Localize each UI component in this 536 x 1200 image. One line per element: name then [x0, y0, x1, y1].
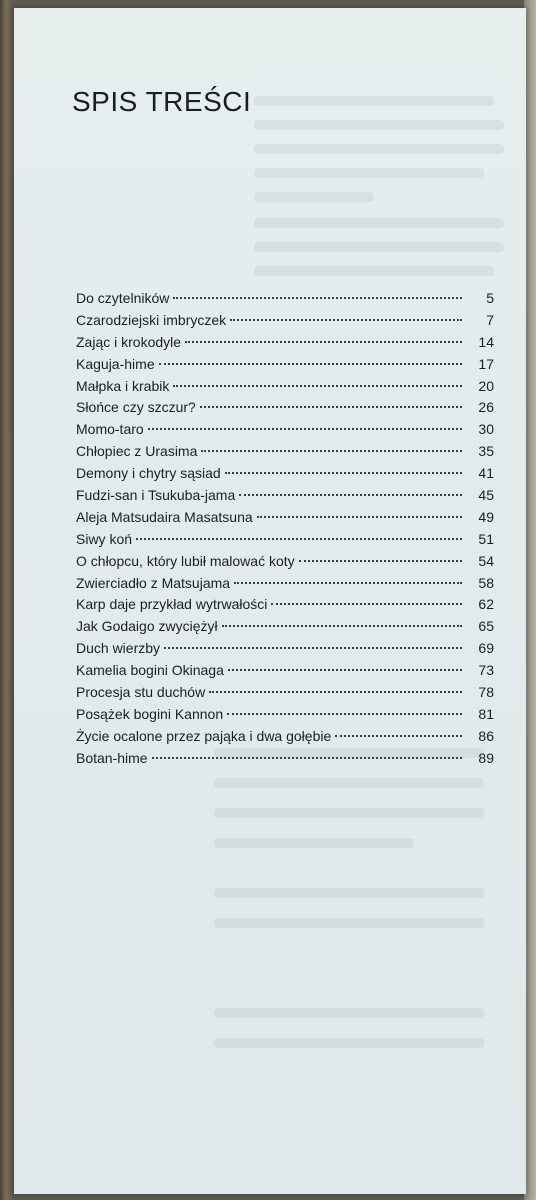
- toc-entry-page: 20: [478, 377, 494, 394]
- toc-entry-title: Posążek bogini Kannon: [76, 705, 224, 722]
- toc-entry-page: 69: [478, 640, 494, 657]
- toc-entry-page: 54: [478, 552, 494, 569]
- book-page: [14, 8, 526, 1194]
- toc-entry-page: 81: [478, 705, 494, 722]
- dot-leader: [239, 494, 462, 496]
- toc-entry-page: 49: [478, 508, 494, 525]
- dot-leader: [173, 385, 462, 387]
- table-of-contents: [76, 288, 494, 770]
- toc-entry-page: 14: [478, 333, 494, 350]
- dot-leader: [222, 625, 462, 627]
- dot-leader: [148, 428, 462, 430]
- toc-entry: [76, 288, 494, 310]
- toc-entry: [76, 507, 494, 529]
- dot-leader: [136, 538, 462, 540]
- toc-entry-title: Siwy koń: [76, 530, 133, 547]
- toc-entry-page: 5: [486, 290, 494, 306]
- toc-entry: [76, 726, 494, 748]
- toc-entry-title: Czarodziejski imbryczek: [76, 311, 227, 328]
- toc-entry-title: Słońce czy szczur?: [76, 399, 196, 416]
- dot-leader: [164, 647, 462, 649]
- dot-leader: [201, 450, 462, 452]
- toc-entry: [76, 529, 494, 551]
- toc-entry-title: Zając i krokodyle: [76, 333, 182, 350]
- toc-entry-page: 89: [478, 749, 494, 766]
- toc-entry-page: 62: [478, 596, 494, 613]
- dot-leader: [209, 691, 462, 693]
- toc-entry: [76, 441, 494, 463]
- toc-entry-title: Procesja stu duchów: [76, 684, 206, 701]
- toc-entry-title: Aleja Matsudaira Masatsuna: [76, 508, 253, 525]
- toc-entry-title: Karp daje przykład wytrwałości: [76, 596, 268, 613]
- dot-leader: [335, 735, 462, 737]
- toc-entry-page: 45: [478, 487, 494, 504]
- toc-entry-page: 35: [478, 443, 494, 460]
- toc-entry: [76, 463, 494, 485]
- toc-entry: [76, 397, 494, 419]
- toc-entry-title: Życie ocalone przez pająka i dwa gołębie: [76, 727, 332, 744]
- toc-entry-title: O chłopcu, który lubił malować koty: [76, 552, 295, 569]
- toc-entry-title: Jak Godaigo zwyciężył: [76, 618, 218, 635]
- toc-entry-page: 41: [478, 465, 494, 482]
- toc-entry-title: Duch wierzby: [76, 640, 161, 657]
- toc-entry: [76, 682, 494, 704]
- page-title: SPIS TREŚCI: [72, 86, 252, 117]
- toc-entry: [76, 748, 494, 770]
- dot-leader: [230, 319, 462, 321]
- toc-entry: [76, 332, 494, 354]
- toc-entry-page: 73: [478, 662, 494, 679]
- dot-leader: [159, 363, 462, 365]
- toc-entry: [76, 310, 494, 332]
- dot-leader: [185, 341, 462, 343]
- toc-entry-title: Chłopiec z Urasima: [76, 443, 198, 460]
- dot-leader: [200, 406, 462, 408]
- dot-leader: [173, 297, 462, 299]
- toc-entry-page: 58: [478, 574, 494, 591]
- toc-entry-page: 51: [478, 530, 494, 547]
- dot-leader: [271, 603, 462, 605]
- toc-entry: [76, 616, 494, 638]
- toc-entry-page: 17: [478, 355, 494, 372]
- toc-entry-page: 78: [478, 684, 494, 701]
- toc-entry-page: 65: [478, 618, 494, 635]
- toc-entry: [76, 419, 494, 441]
- toc-entry-title: Kaguja-hime: [76, 355, 155, 372]
- toc-entry: [76, 354, 494, 376]
- dot-leader: [299, 560, 462, 562]
- toc-entry: [76, 485, 494, 507]
- toc-entry: [76, 376, 494, 398]
- dot-leader: [257, 516, 462, 518]
- dot-leader: [234, 582, 462, 584]
- toc-entry: [76, 594, 494, 616]
- toc-entry-page: 26: [478, 399, 494, 416]
- toc-entry-title: Kamelia bogini Okinaga: [76, 662, 224, 679]
- dot-leader: [225, 472, 462, 474]
- dot-leader: [228, 669, 462, 671]
- toc-entry-page: 7: [486, 311, 494, 328]
- toc-entry: [76, 660, 494, 682]
- toc-entry-title: Momo-taro: [76, 421, 144, 438]
- dot-leader: [152, 757, 462, 759]
- toc-entry-title: Fudzi-san i Tsukuba-jama: [76, 487, 236, 504]
- toc-entry-title: Botan-hime: [76, 749, 148, 766]
- toc-entry: [76, 638, 494, 660]
- toc-entry: [76, 551, 494, 573]
- toc-entry-title: Do czytelników: [76, 290, 170, 306]
- toc-entry: [76, 573, 494, 595]
- dot-leader: [227, 713, 462, 715]
- toc-entry-title: Zwierciadło z Matsujama: [76, 574, 231, 591]
- toc-entry-page: 30: [478, 421, 494, 438]
- toc-entry: [76, 704, 494, 726]
- toc-entry-title: Demony i chytry sąsiad: [76, 465, 221, 482]
- toc-entry-page: 86: [478, 727, 494, 744]
- toc-entry-title: Małpka i krabik: [76, 377, 170, 394]
